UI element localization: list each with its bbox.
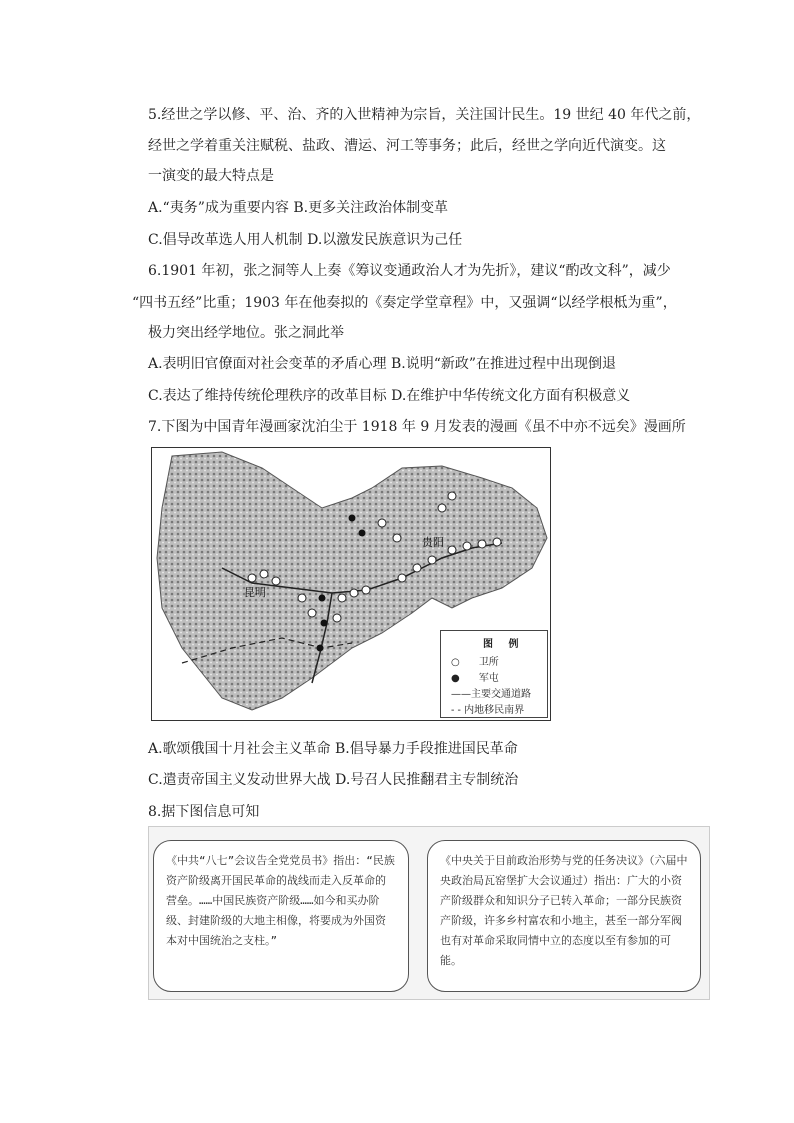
q5-stem-line1: 5.经世之学以修、平、治、齐的入世精神为宗旨，关注国计民生。19 世纪 40 年代之前，: [148, 107, 701, 123]
q8-right-quote-box: 《中央关于目前政治形势与党的任务决议》（六届中央政治局瓦窑堡扩大会议通过）指出：广大的小资产阶级群众和知识分子已转入革命；一部分民族资产阶级，许多乡村富农和小地主，甚至一部分军阀也有对革命采取同情中立的态度以至有参加的可能。: [427, 840, 701, 992]
legend-row-road: [451, 685, 531, 700]
q7-stem-line1: 7.下图为中国青年漫画家沈泊尘于 1918 年 9 月发表的漫画《虽不中亦不远矣》漫画所: [148, 419, 686, 435]
solid-line-icon: ——: [451, 689, 471, 700]
q7-options-ab: A.歌颂俄国十月社会主义革命 B.倡导暴力手段推进国民革命: [148, 741, 518, 757]
legend-row-weisuo: [451, 653, 499, 668]
open-circle-icon: ○: [451, 657, 460, 668]
q8-stem-line1: 8.据下图信息可知: [148, 804, 260, 820]
map-legend: [440, 630, 548, 718]
legend-row-boundary: [451, 701, 524, 716]
legend-label-boundary: 内地移民南界: [464, 705, 525, 716]
legend-title: 图 例: [483, 639, 525, 650]
q5-stem-line3: 一演变的最大特点是: [148, 168, 274, 184]
city-label-guiyang: 贵阳: [422, 536, 444, 549]
q7-options-cd: C.遣责帝国主义发动世界大战 D.号召人民推翻君主专制统治: [148, 772, 519, 788]
q6-stem-line1: 6.1901 年初，张之洞等人上奏《筹议变通政治人才为先折》，建议“酌改文科”，减少: [148, 263, 671, 279]
q6-options-cd: C.表达了维持传统伦理秩序的改革目标 D.在维护中华传统文化方面有积极意义: [148, 388, 631, 404]
legend-label-juntun: 军屯: [478, 673, 499, 684]
q5-stem-line2: 经世之学着重关注赋税、盐政、漕运、河工等事务；此后，经世之学向近代演变。这: [148, 138, 666, 154]
city-label-kunming: 昆明: [244, 586, 266, 599]
q6-stem-line2: “四书五经”比重；1903 年在他奏拟的《奏定学堂章程》中，又强调“以经学根柢为重”，: [132, 295, 677, 311]
q7-map-figure: [151, 447, 551, 721]
q6-stem-line3: 极力突出经学地位。张之洞此举: [148, 325, 344, 341]
q5-options-cd: C.倡导改革选人用人机制 D.以激发民族意识为己任: [148, 232, 463, 248]
filled-circle-icon: ●: [451, 673, 460, 684]
q5-options-ab: A.“夷务”成为重要内容 B.更多关注政治体制变革: [148, 200, 449, 216]
legend-row-juntun: [451, 669, 499, 684]
q6-options-ab: A.表明旧官僚面对社会变革的矛盾心理 B.说明“新政”在推进过程中出现倒退: [148, 356, 617, 372]
legend-label-road: 主要交通道路: [471, 689, 531, 700]
q8-left-quote-box: 《中共“八七”会议告全党党员书》指出：“民族资产阶级离开国民革命的战线而走入反革命的营垒。……中国民族资产阶级……如今和买办阶级、封建阶级的大地主相像，将要成为外国资本对中国统治之支柱。”: [153, 840, 409, 992]
dashed-line-icon: - -: [451, 705, 461, 716]
legend-label-weisuo: 卫所: [478, 657, 499, 668]
